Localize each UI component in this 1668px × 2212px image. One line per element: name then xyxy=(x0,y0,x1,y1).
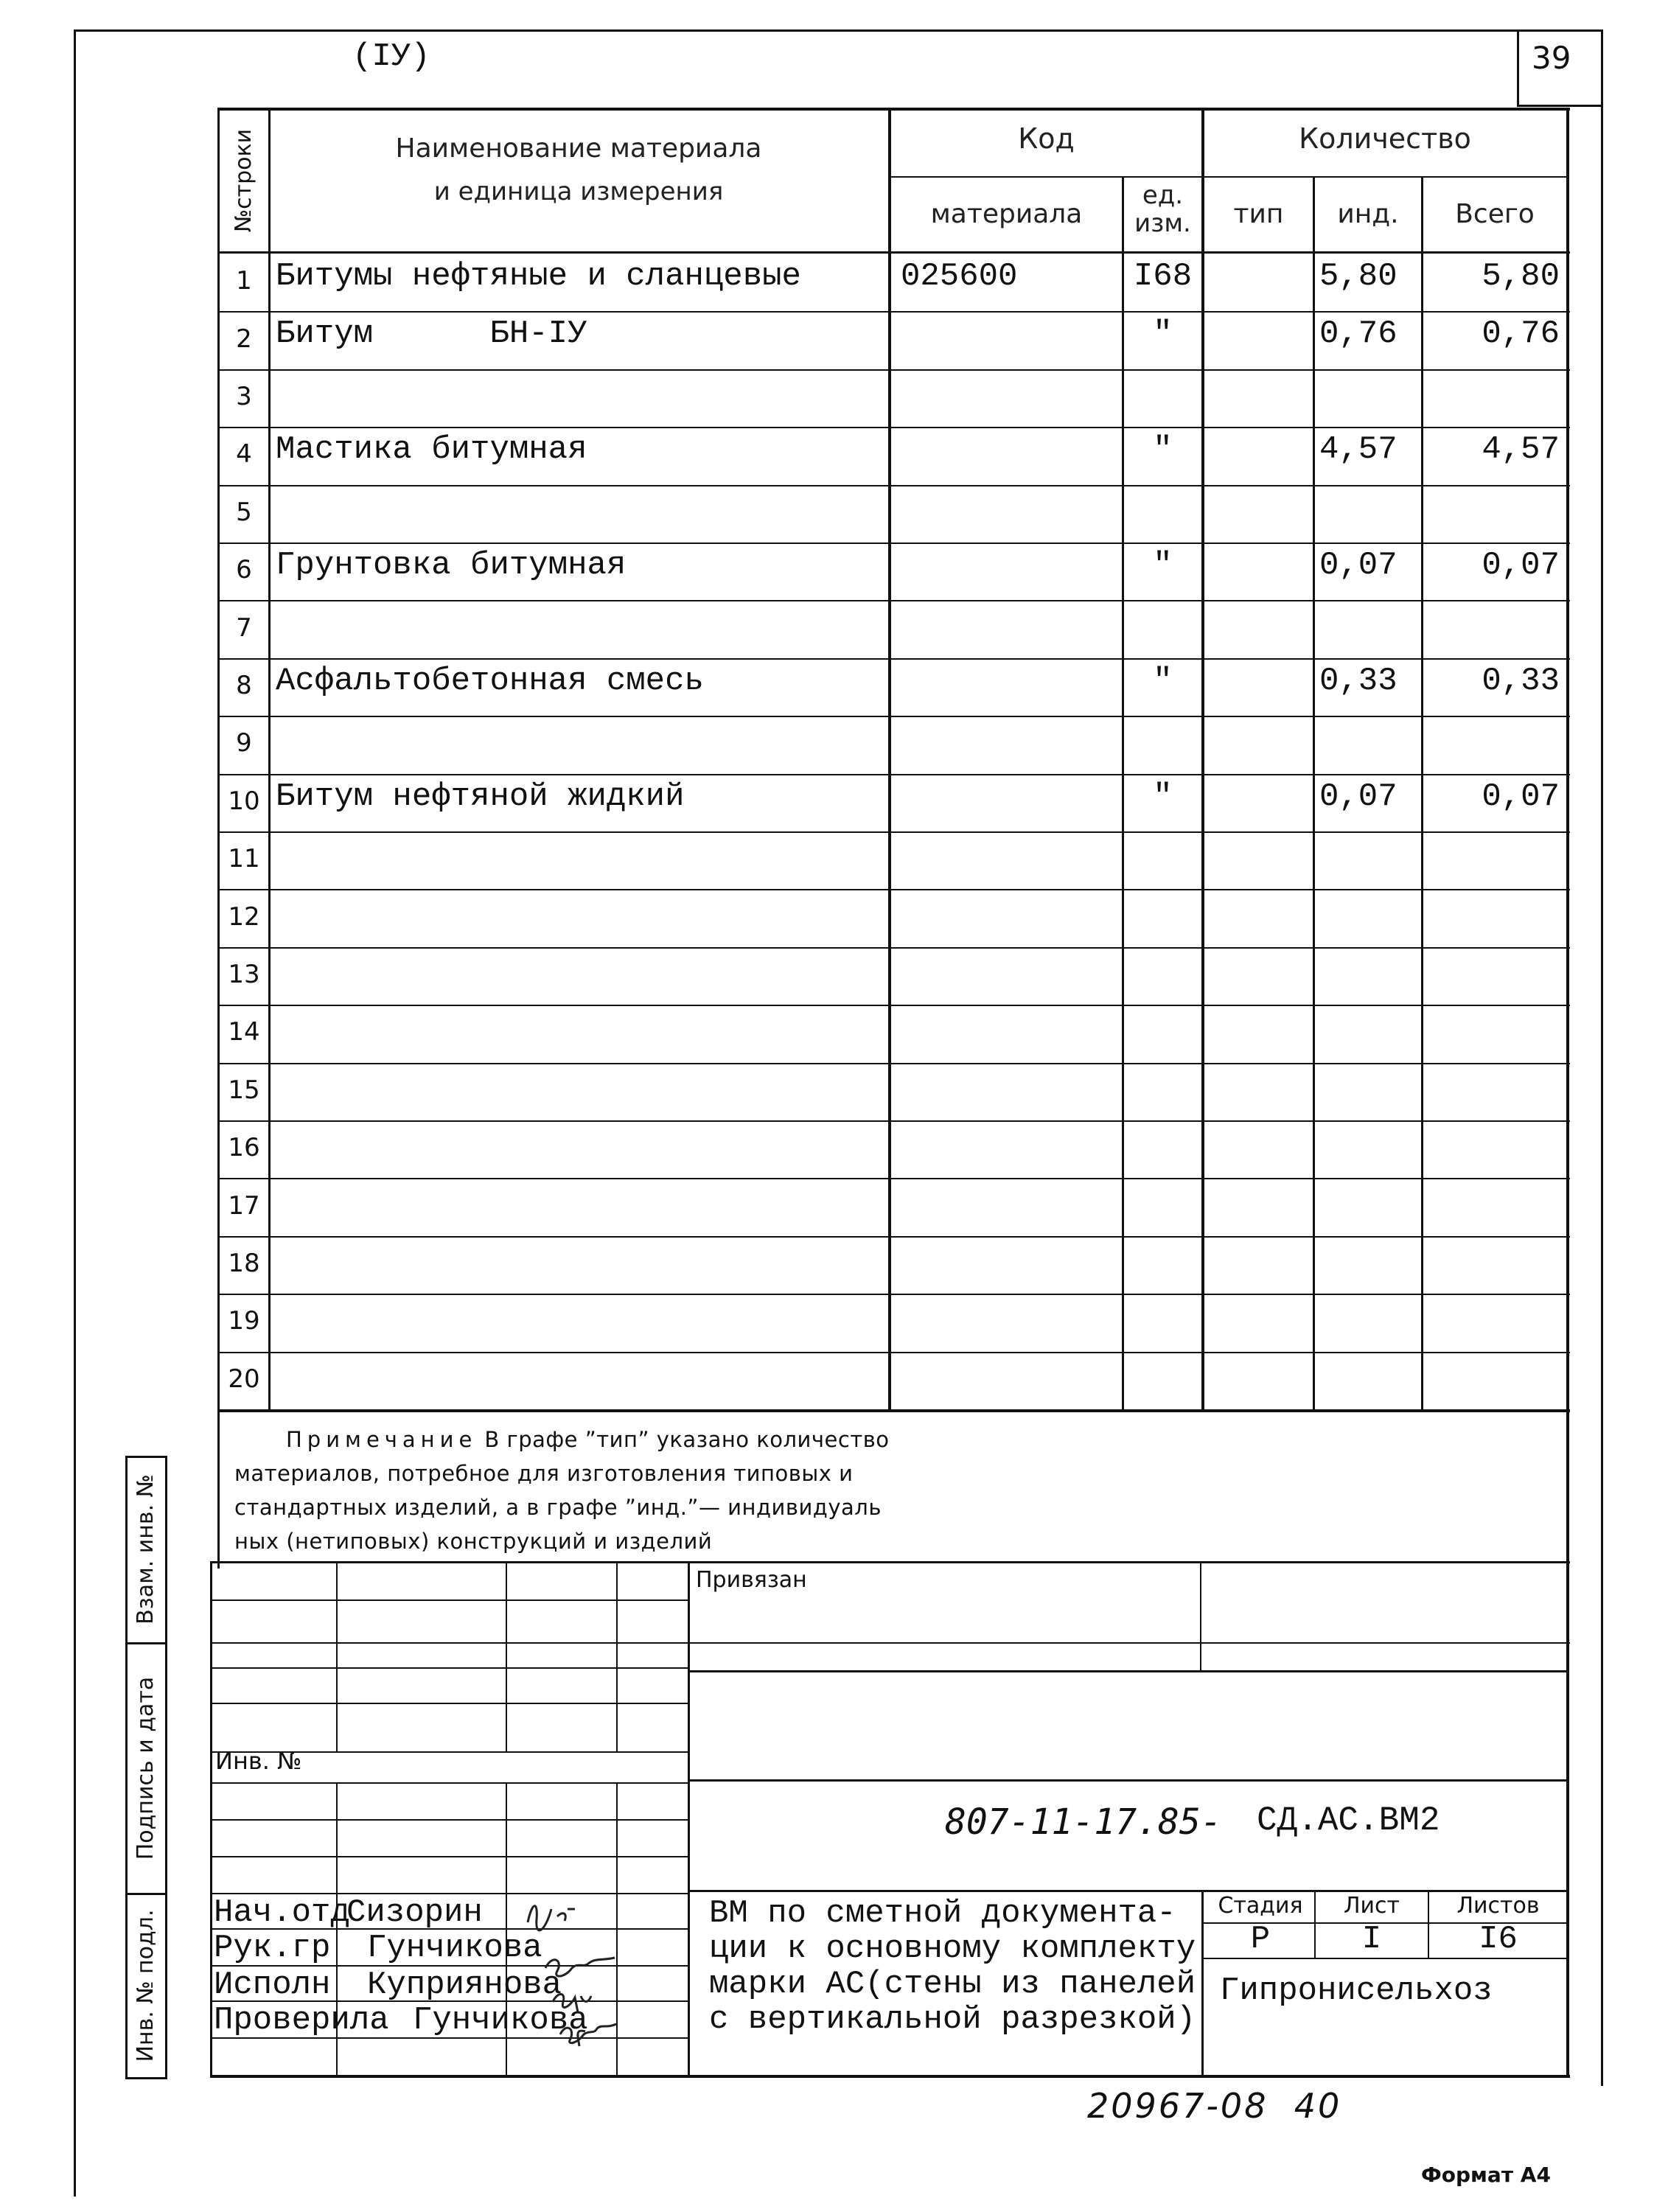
row-name: Битум БН-IУ xyxy=(276,315,587,352)
row-code: 025600 xyxy=(901,258,1018,295)
signer-name: Сизорин xyxy=(346,1894,483,1931)
row-ind: 4,57 xyxy=(1319,431,1397,468)
row-name: Мастика битумная xyxy=(276,431,587,468)
row-number: 18 xyxy=(228,1249,260,1278)
side-podpis-data: Подпись и дата xyxy=(133,1676,158,1860)
archive-number: 20967-08 40 xyxy=(1087,2086,1342,2126)
col-header-unit-line2: изм. xyxy=(1134,209,1191,238)
row-unit: " xyxy=(1153,547,1173,584)
format-label: Формат А4 xyxy=(1421,2163,1551,2187)
note-line2: материалов, потребное для изготовления типовых и xyxy=(234,1461,854,1486)
row-number: 11 xyxy=(228,844,260,873)
col-header-name xyxy=(273,125,884,215)
listov-label: Листов xyxy=(1456,1893,1540,1919)
row-divider xyxy=(217,1294,1570,1295)
row-number: 8 xyxy=(236,671,252,700)
row-divider xyxy=(217,600,1570,601)
privyazan-label: Привязан xyxy=(696,1567,807,1593)
signer-name: Гунчикова xyxy=(413,2002,588,2039)
col-header-code-unit xyxy=(1124,181,1201,237)
stadia-label: Стадия xyxy=(1218,1893,1303,1919)
row-name: Битум нефтяной жидкий xyxy=(276,778,685,815)
row-divider xyxy=(217,831,1570,833)
organization: Гипронисельхоз xyxy=(1220,1972,1493,2009)
signature-marks xyxy=(516,1887,693,2079)
row-number: 15 xyxy=(228,1075,260,1105)
row-unit: " xyxy=(1153,431,1173,468)
row-divider xyxy=(217,485,1570,486)
row-unit: " xyxy=(1153,315,1173,352)
row-divider xyxy=(217,774,1570,775)
row-total: 0,76 xyxy=(1482,315,1560,352)
row-number: 3 xyxy=(236,382,252,411)
col-header-name-line2: и единица измерения xyxy=(433,177,724,206)
row-number: 16 xyxy=(228,1133,260,1162)
stadia-value: Р xyxy=(1250,1921,1271,1958)
row-total: 0,07 xyxy=(1482,778,1560,815)
signer-name: Куприянова xyxy=(367,1967,562,2003)
col-header-qty-type: тип xyxy=(1233,199,1284,229)
col-header-unit-line1: ед. xyxy=(1142,181,1184,210)
list-value: I xyxy=(1361,1921,1382,1958)
row-number: 10 xyxy=(228,786,260,816)
row-number: 7 xyxy=(236,613,252,643)
note-line3: стандартных изделий, а в графе ”инд.”— индивидуаль xyxy=(234,1495,882,1520)
signer-role: Нач.отд xyxy=(214,1894,350,1931)
page-number: 39 xyxy=(1532,40,1571,76)
signer-name: Гунчикова xyxy=(367,1930,542,1967)
row-divider xyxy=(217,1120,1570,1122)
row-divider xyxy=(217,1178,1570,1179)
row-total: 0,33 xyxy=(1482,663,1560,699)
row-total: 5,80 xyxy=(1482,258,1560,295)
row-divider xyxy=(217,1005,1570,1006)
doc-title-line2: ции к основному комплекту xyxy=(709,1930,1196,1967)
col-header-rownum: №строки xyxy=(231,128,257,233)
row-name: Битумы нефтяные и сланцевые xyxy=(276,258,801,295)
row-divider xyxy=(217,716,1570,717)
row-number: 1 xyxy=(236,266,252,296)
top-code: (IУ) xyxy=(352,38,430,75)
row-number: 9 xyxy=(236,728,252,758)
row-unit: I68 xyxy=(1133,258,1193,295)
row-divider xyxy=(217,658,1570,660)
row-total: 4,57 xyxy=(1482,431,1560,468)
row-unit: " xyxy=(1153,778,1173,815)
row-number: 17 xyxy=(228,1191,260,1221)
row-name: Асфальтобетонная смесь xyxy=(276,663,704,699)
row-number: 4 xyxy=(236,439,252,469)
row-ind: 0,33 xyxy=(1319,663,1397,699)
row-divider xyxy=(217,1063,1570,1064)
signer-role: Проверила xyxy=(214,2002,389,2039)
row-number: 12 xyxy=(228,902,260,932)
list-label: Лист xyxy=(1343,1893,1400,1919)
row-ind: 0,07 xyxy=(1319,547,1397,584)
col-header-quantity: Количество xyxy=(1299,122,1471,155)
row-divider xyxy=(217,427,1570,428)
doc-title xyxy=(709,1896,1196,2037)
note-title: Примечание xyxy=(286,1427,478,1452)
col-header-code: Код xyxy=(1018,122,1075,155)
signer-role: Рук.гр xyxy=(214,1930,331,1967)
doc-title-line3: марки АС(стены из панелей xyxy=(709,1966,1196,2003)
signer-role: Исполн xyxy=(214,1967,331,2003)
side-vzam-inv: Взам. инв. № xyxy=(133,1474,158,1625)
row-number: 2 xyxy=(236,324,252,354)
row-divider xyxy=(217,1236,1570,1238)
row-divider xyxy=(217,311,1570,313)
row-number: 20 xyxy=(228,1364,260,1394)
row-divider xyxy=(217,889,1570,890)
note-line4: ных (нетиповых) конструкций и изделий xyxy=(234,1529,713,1554)
col-header-name-line1: Наименование материала xyxy=(395,133,762,164)
row-divider xyxy=(217,542,1570,544)
row-total: 0,07 xyxy=(1482,547,1560,584)
row-unit: " xyxy=(1153,663,1173,699)
doc-code: СД.АС.ВМ2 xyxy=(1257,1801,1440,1840)
row-divider xyxy=(217,947,1570,949)
row-number: 19 xyxy=(228,1306,260,1336)
col-header-qty-ind: инд. xyxy=(1337,199,1399,229)
row-number: 13 xyxy=(228,960,260,989)
doc-title-line4: с вертикальной разрезкой) xyxy=(709,2001,1196,2038)
row-divider xyxy=(217,1352,1570,1353)
row-number: 5 xyxy=(236,498,252,527)
doc-title-line1: ВМ по сметной документа- xyxy=(709,1895,1176,1932)
row-number: 14 xyxy=(228,1017,260,1047)
inv-no-label: Инв. № xyxy=(215,1747,302,1775)
row-name: Грунтовка битумная xyxy=(276,547,627,584)
row-ind: 0,07 xyxy=(1319,778,1397,815)
side-inv-podl: Инв. № подл. xyxy=(133,1909,158,2062)
col-header-code-material: материала xyxy=(930,199,1083,229)
row-divider xyxy=(217,369,1570,371)
row-ind: 0,76 xyxy=(1319,315,1397,352)
row-ind: 5,80 xyxy=(1319,258,1397,295)
note-line1 xyxy=(286,1427,890,1452)
listov-value: I6 xyxy=(1479,1921,1518,1958)
note-line1-text: В графе ”тип” указано количество xyxy=(484,1427,890,1452)
col-header-qty-total: Всего xyxy=(1455,199,1535,229)
row-number: 6 xyxy=(236,555,252,585)
doc-code-handwritten: 807-11-17.85- xyxy=(945,1801,1222,1843)
